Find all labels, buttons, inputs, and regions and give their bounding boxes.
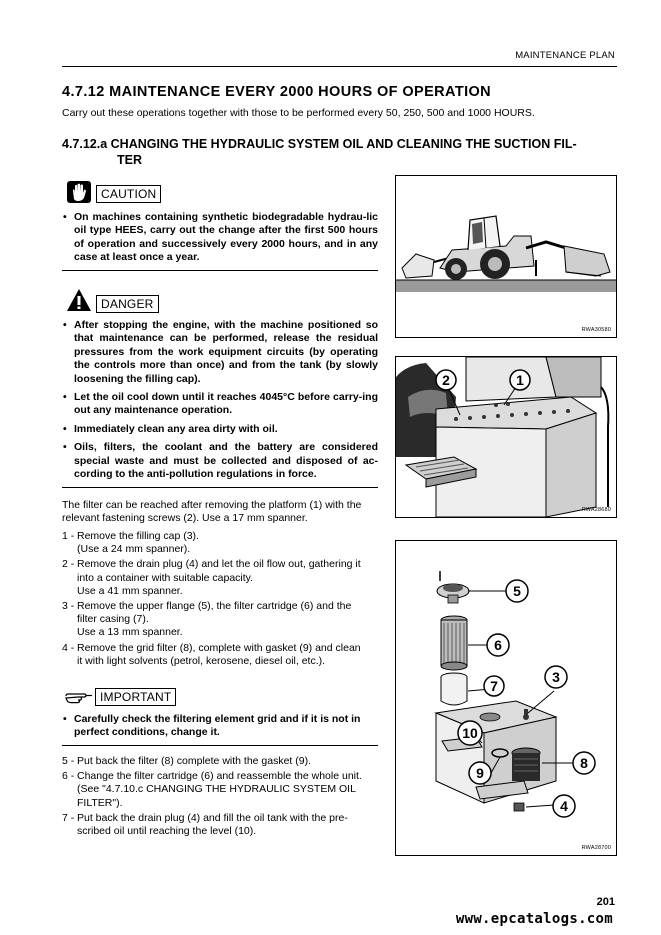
- important-label: IMPORTANT: [95, 688, 176, 706]
- callout-label: 2: [442, 372, 450, 388]
- hand-stop-icon: [66, 180, 92, 204]
- caution-list: [62, 211, 378, 265]
- caution-label: CAUTION: [96, 185, 161, 203]
- danger-item: • Let the oil cool down until it reaches 4045°C before carry-ing out any maintenance operation.: [62, 391, 378, 418]
- step-line: scribed oil until reaching the level (10).: [77, 825, 257, 838]
- step-number: 7 -: [62, 811, 75, 824]
- step-line: Use a 41 mm spanner.: [77, 584, 183, 597]
- pointing-hand-icon: [64, 689, 94, 705]
- step-line: Remove the grid filter (8), complete with gasket (9) and clean: [77, 641, 361, 654]
- step-item: [62, 558, 382, 598]
- callout-label: 5: [513, 583, 521, 599]
- step-line: Remove the drain plug (4) and let the oil flow out, gathering it: [77, 558, 361, 571]
- figure-code: RWA28680: [581, 507, 611, 513]
- step-line: Put back the drain plug (4) and fill the oil tank with the pre-: [77, 811, 348, 824]
- callout-label: 4: [560, 798, 568, 814]
- step-number: 2 -: [62, 558, 75, 571]
- callout-label: 10: [462, 725, 478, 741]
- section-heading: [62, 136, 612, 168]
- backhoe-loader-illustration: [396, 176, 616, 337]
- running-header: MAINTENANCE PLAN: [515, 50, 615, 61]
- website-link[interactable]: www.epcatalogs.com: [455, 911, 613, 927]
- section-heading-line1: 4.7.12.a CHANGING THE HYDRAULIC SYSTEM OIL AND CLEANING THE SUCTION FIL-: [62, 137, 577, 151]
- danger-divider: [62, 487, 378, 488]
- step-number: 6 -: [62, 770, 75, 783]
- step-item: [62, 642, 382, 668]
- danger-item: • Oils, filters, the coolant and the battery are considered special waste and must be collected and disposed of ac-cording to the anti-pollution regulations in force.: [62, 441, 378, 481]
- step-line: filter casing (7).: [77, 613, 149, 626]
- page-title: 4.7.12 MAINTENANCE EVERY 2000 HOURS OF OPERATION: [62, 84, 492, 100]
- callout-label: 9: [476, 765, 484, 781]
- important-divider: [62, 745, 378, 746]
- step-line: Use a 13 mm spanner.: [77, 626, 183, 639]
- step-item: [62, 755, 382, 768]
- step-line: FILTER").: [77, 796, 123, 809]
- caution-divider: [62, 270, 378, 271]
- figure-code: RWA28700: [581, 845, 611, 851]
- platform-illustration: [396, 357, 616, 517]
- figure-platform: [395, 356, 617, 518]
- callout-label: 6: [494, 637, 502, 653]
- danger-label: DANGER: [96, 295, 159, 313]
- step-number: 5 -: [62, 755, 75, 767]
- step-line: it with light solvents (petrol, kerosene, diesel oil, etc.).: [77, 654, 326, 667]
- figure-filter-exploded: [395, 540, 617, 856]
- step-number: 4 -: [62, 641, 75, 654]
- step-item: [62, 812, 382, 838]
- step-line: Put back the filter (8) complete with the gasket (9).: [77, 755, 312, 767]
- step-line: Remove the upper flange (5), the filter cartridge (6) and the: [77, 600, 352, 613]
- danger-list: [62, 319, 378, 481]
- header-rule: [62, 66, 617, 67]
- step-line: (Use a 24 mm spanner).: [77, 543, 191, 556]
- figure-machine: [395, 175, 617, 338]
- danger-item: • Immediately clean any area dirty with oil.: [62, 423, 378, 436]
- page-number: 201: [596, 896, 615, 908]
- callout-label: 3: [552, 669, 560, 685]
- step-item: [62, 770, 382, 810]
- steps-list-b: [62, 755, 382, 838]
- important-item: • Carefully check the filtering element grid and if it is not in perfect conditions, change it.: [62, 713, 378, 740]
- section-heading-line2: TER: [117, 153, 142, 167]
- step-item: [62, 600, 382, 640]
- steps-list-a: [62, 530, 382, 668]
- caution-item: • On machines containing synthetic biodegradable hydrau-lic oil type HEES, carry out the change after the first 500 hours of operation and successively every 2000 hours, and in any case at least once a year.: [62, 211, 378, 265]
- intro-text: Carry out these operations together with those to be performed every 50, 250, 500 and 1000 HOURS.: [62, 107, 535, 119]
- important-list: [62, 713, 378, 740]
- step-item: [62, 530, 382, 556]
- step-line: Remove the filling cap (3).: [77, 530, 199, 542]
- filter-exploded-illustration: [396, 541, 616, 855]
- callout-label: 8: [580, 755, 588, 771]
- step-line: (See "4.7.10.c CHANGING THE HYDRAULIC SYSTEM OIL: [77, 783, 356, 796]
- callout-label: 7: [490, 678, 498, 694]
- body-paragraph: The filter can be reached after removing the platform (1) with the relevant fastening screws (2). Use a 17 mm spanner.: [62, 499, 362, 525]
- step-line: Change the filter cartridge (6) and reassemble the whole unit.: [77, 770, 362, 783]
- danger-item: • After stopping the engine, with the machine positioned so that maintenance can be performed, release the residual pressures from the work equipment circuits (by operating the controls more than once) and from the tank (by slowly loosening the filling cap).: [62, 319, 378, 386]
- callout-label: 1: [516, 372, 524, 388]
- step-line: into a container with suitable capacity.: [77, 571, 254, 584]
- warning-triangle-icon: [66, 288, 92, 312]
- figure-code: RWA30580: [581, 327, 611, 333]
- step-number: 1 -: [62, 530, 75, 542]
- step-number: 3 -: [62, 600, 75, 613]
